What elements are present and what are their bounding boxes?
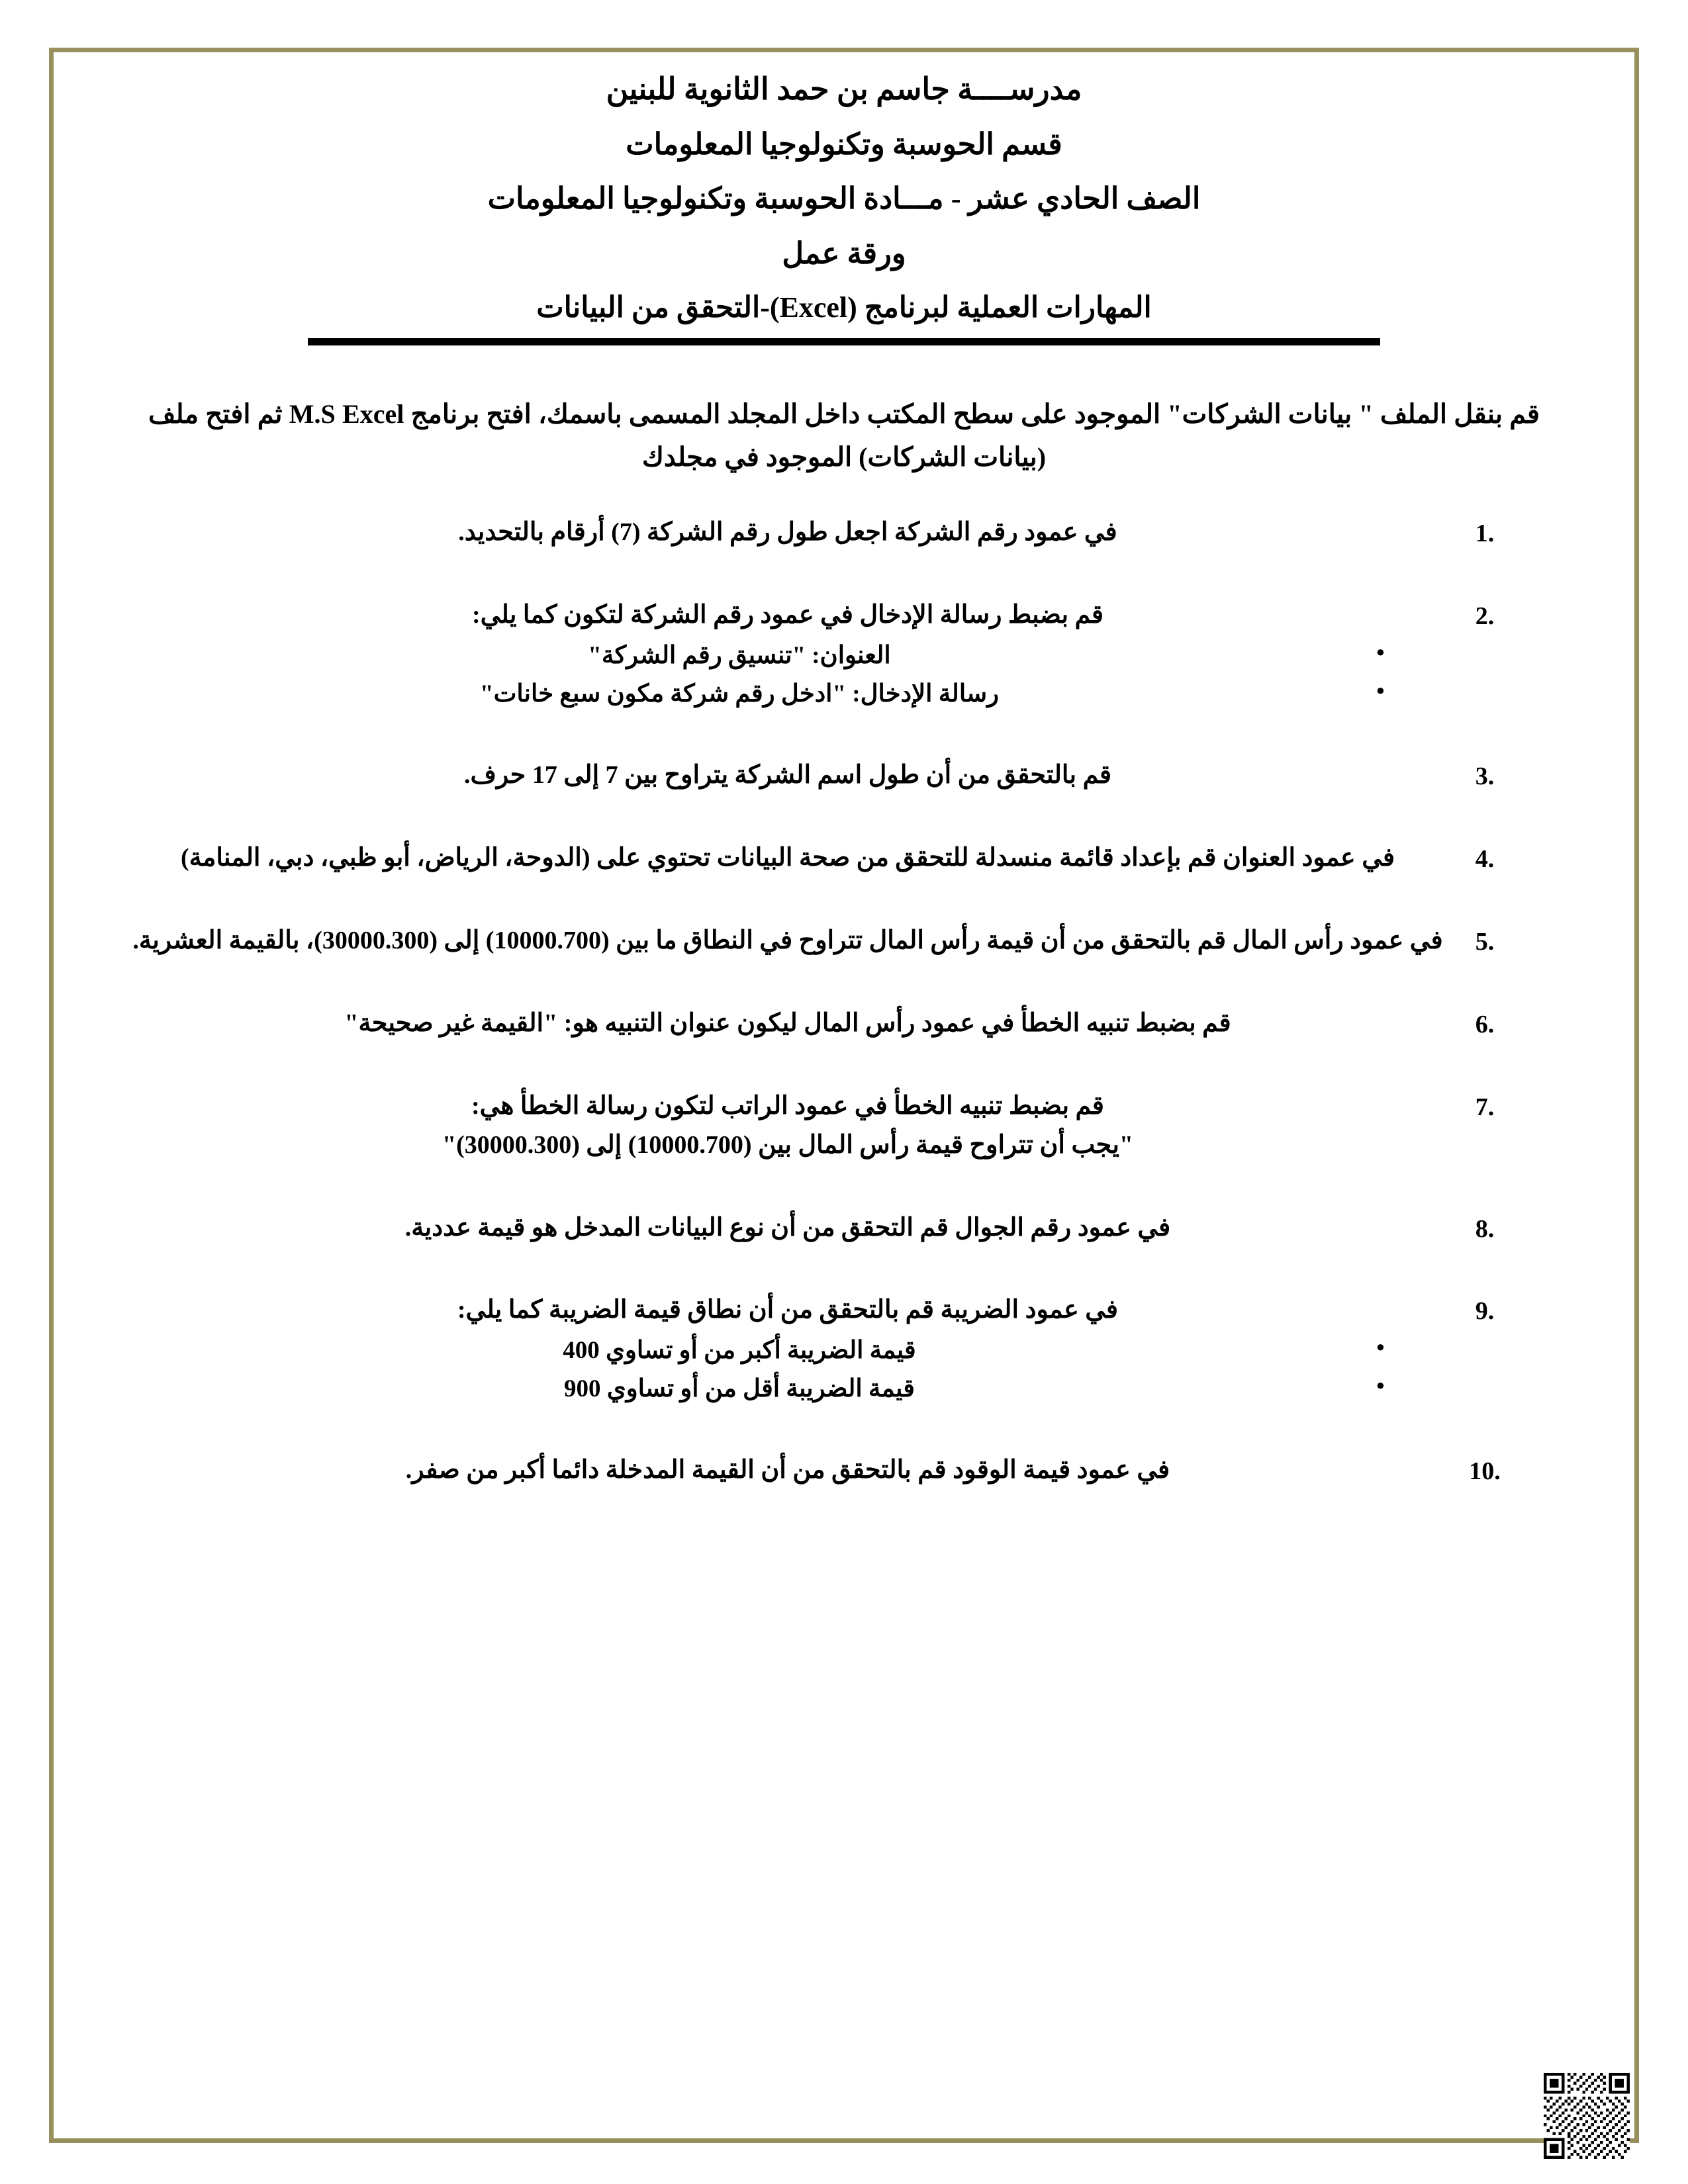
title-underline-rule	[308, 338, 1380, 345]
qr-code-icon	[1544, 2073, 1630, 2159]
task-text: في عمود الضريبة قم بالتحقق من أن نطاق قيمة الضريبة كما يلي:	[457, 1296, 1119, 1324]
task-text: في عمود رأس المال قم بالتحقق من أن قيمة رأس المال تتراوح في النطاق ما بين (10000.700) إلى (30000.300)، بالقيمة العشرية.	[132, 927, 1443, 955]
intro-paragraph: قم بنقل الملف " بيانات الشركات" الموجود على سطح المكتب داخل المجلد المسمى باسمك، افتح برنامج M.S Excel ثم افتح ملف (بيانات الشركات) الموجود في مجلدك	[148, 398, 1540, 472]
task-item-7	[128, 1087, 1447, 1165]
task-text: قم بضبط تنبيه الخطأ في عمود الراتب لتكون رسالة الخطأ هي:	[471, 1091, 1104, 1120]
task-text: قم بالتحقق من أن طول اسم الشركة يتراوح بين 7 إلى 17 حرف.	[463, 761, 1112, 790]
title-block	[308, 287, 1380, 345]
document-type: ورقة عمل	[782, 236, 906, 270]
department-name: قسم الحوسبة وتكنولوجيا المعلومات	[626, 127, 1062, 161]
list-item: ● قيمة الضريبة أقل من أو تساوي 900	[128, 1371, 1354, 1408]
document-header	[128, 66, 1560, 345]
page-content	[49, 48, 1639, 2143]
task-2-bullets	[128, 637, 1447, 712]
task-item-1	[128, 513, 1447, 552]
list-item: ● رسالة الإدخال: "ادخل رقم شركة مكون سبع خانات"	[128, 676, 1354, 713]
grade-and-subject: الصف الحادي عشر - مـــادة الحوسبة وتكنولوجيا المعلومات	[487, 182, 1201, 216]
task-item-9	[128, 1291, 1447, 1407]
task-item-4	[128, 839, 1447, 878]
school-name: مدرســــة جاسم بن حمد الثانوية للبنين	[606, 72, 1082, 106]
task-text: في عمود رقم الجوال قم التحقق من أن نوع البيانات المدخل هو قيمة عددية.	[404, 1213, 1171, 1242]
task-item-3	[128, 756, 1447, 795]
task-item-2	[128, 596, 1447, 712]
task-list	[128, 513, 1520, 1490]
task-error-message: "يجب أن تتراوح قيمة رأس المال بين (10000.700) إلى (30000.300)"	[442, 1130, 1133, 1159]
task-item-10	[128, 1451, 1447, 1490]
task-text: في عمود قيمة الوقود قم بالتحقق من أن القيمة المدخلة دائما أكبر من صفر.	[405, 1456, 1170, 1484]
task-text: في عمود رقم الشركة اجعل طول رقم الشركة (7) أرقام بالتحديد.	[458, 518, 1117, 547]
task-item-5	[128, 921, 1447, 960]
page-title: المهارات العملية لبرنامج (Excel)-التحقق من البيانات	[536, 291, 1152, 324]
task-text: في عمود العنوان قم بإعداد قائمة منسدلة للتحقق من صحة البيانات تحتوي على (الدوحة، الرياض، أبو ظبي، دبي، المنامة)	[180, 844, 1395, 872]
task-text: قم بضبط تنبيه الخطأ في عمود رأس المال ليكون عنوان التنبيه هو: "القيمة غير صحيحة"	[344, 1009, 1231, 1037]
task-item-8	[128, 1208, 1447, 1248]
task-text: قم بضبط رسالة الإدخال في عمود رقم الشركة لتكون كما يلي:	[471, 601, 1104, 629]
task-9-bullets	[128, 1332, 1447, 1407]
task-item-6	[128, 1004, 1447, 1043]
list-item: ● العنوان: "تنسيق رقم الشركة"	[128, 637, 1354, 674]
list-item: ● قيمة الضريبة أكبر من أو تساوي 400	[128, 1332, 1354, 1369]
